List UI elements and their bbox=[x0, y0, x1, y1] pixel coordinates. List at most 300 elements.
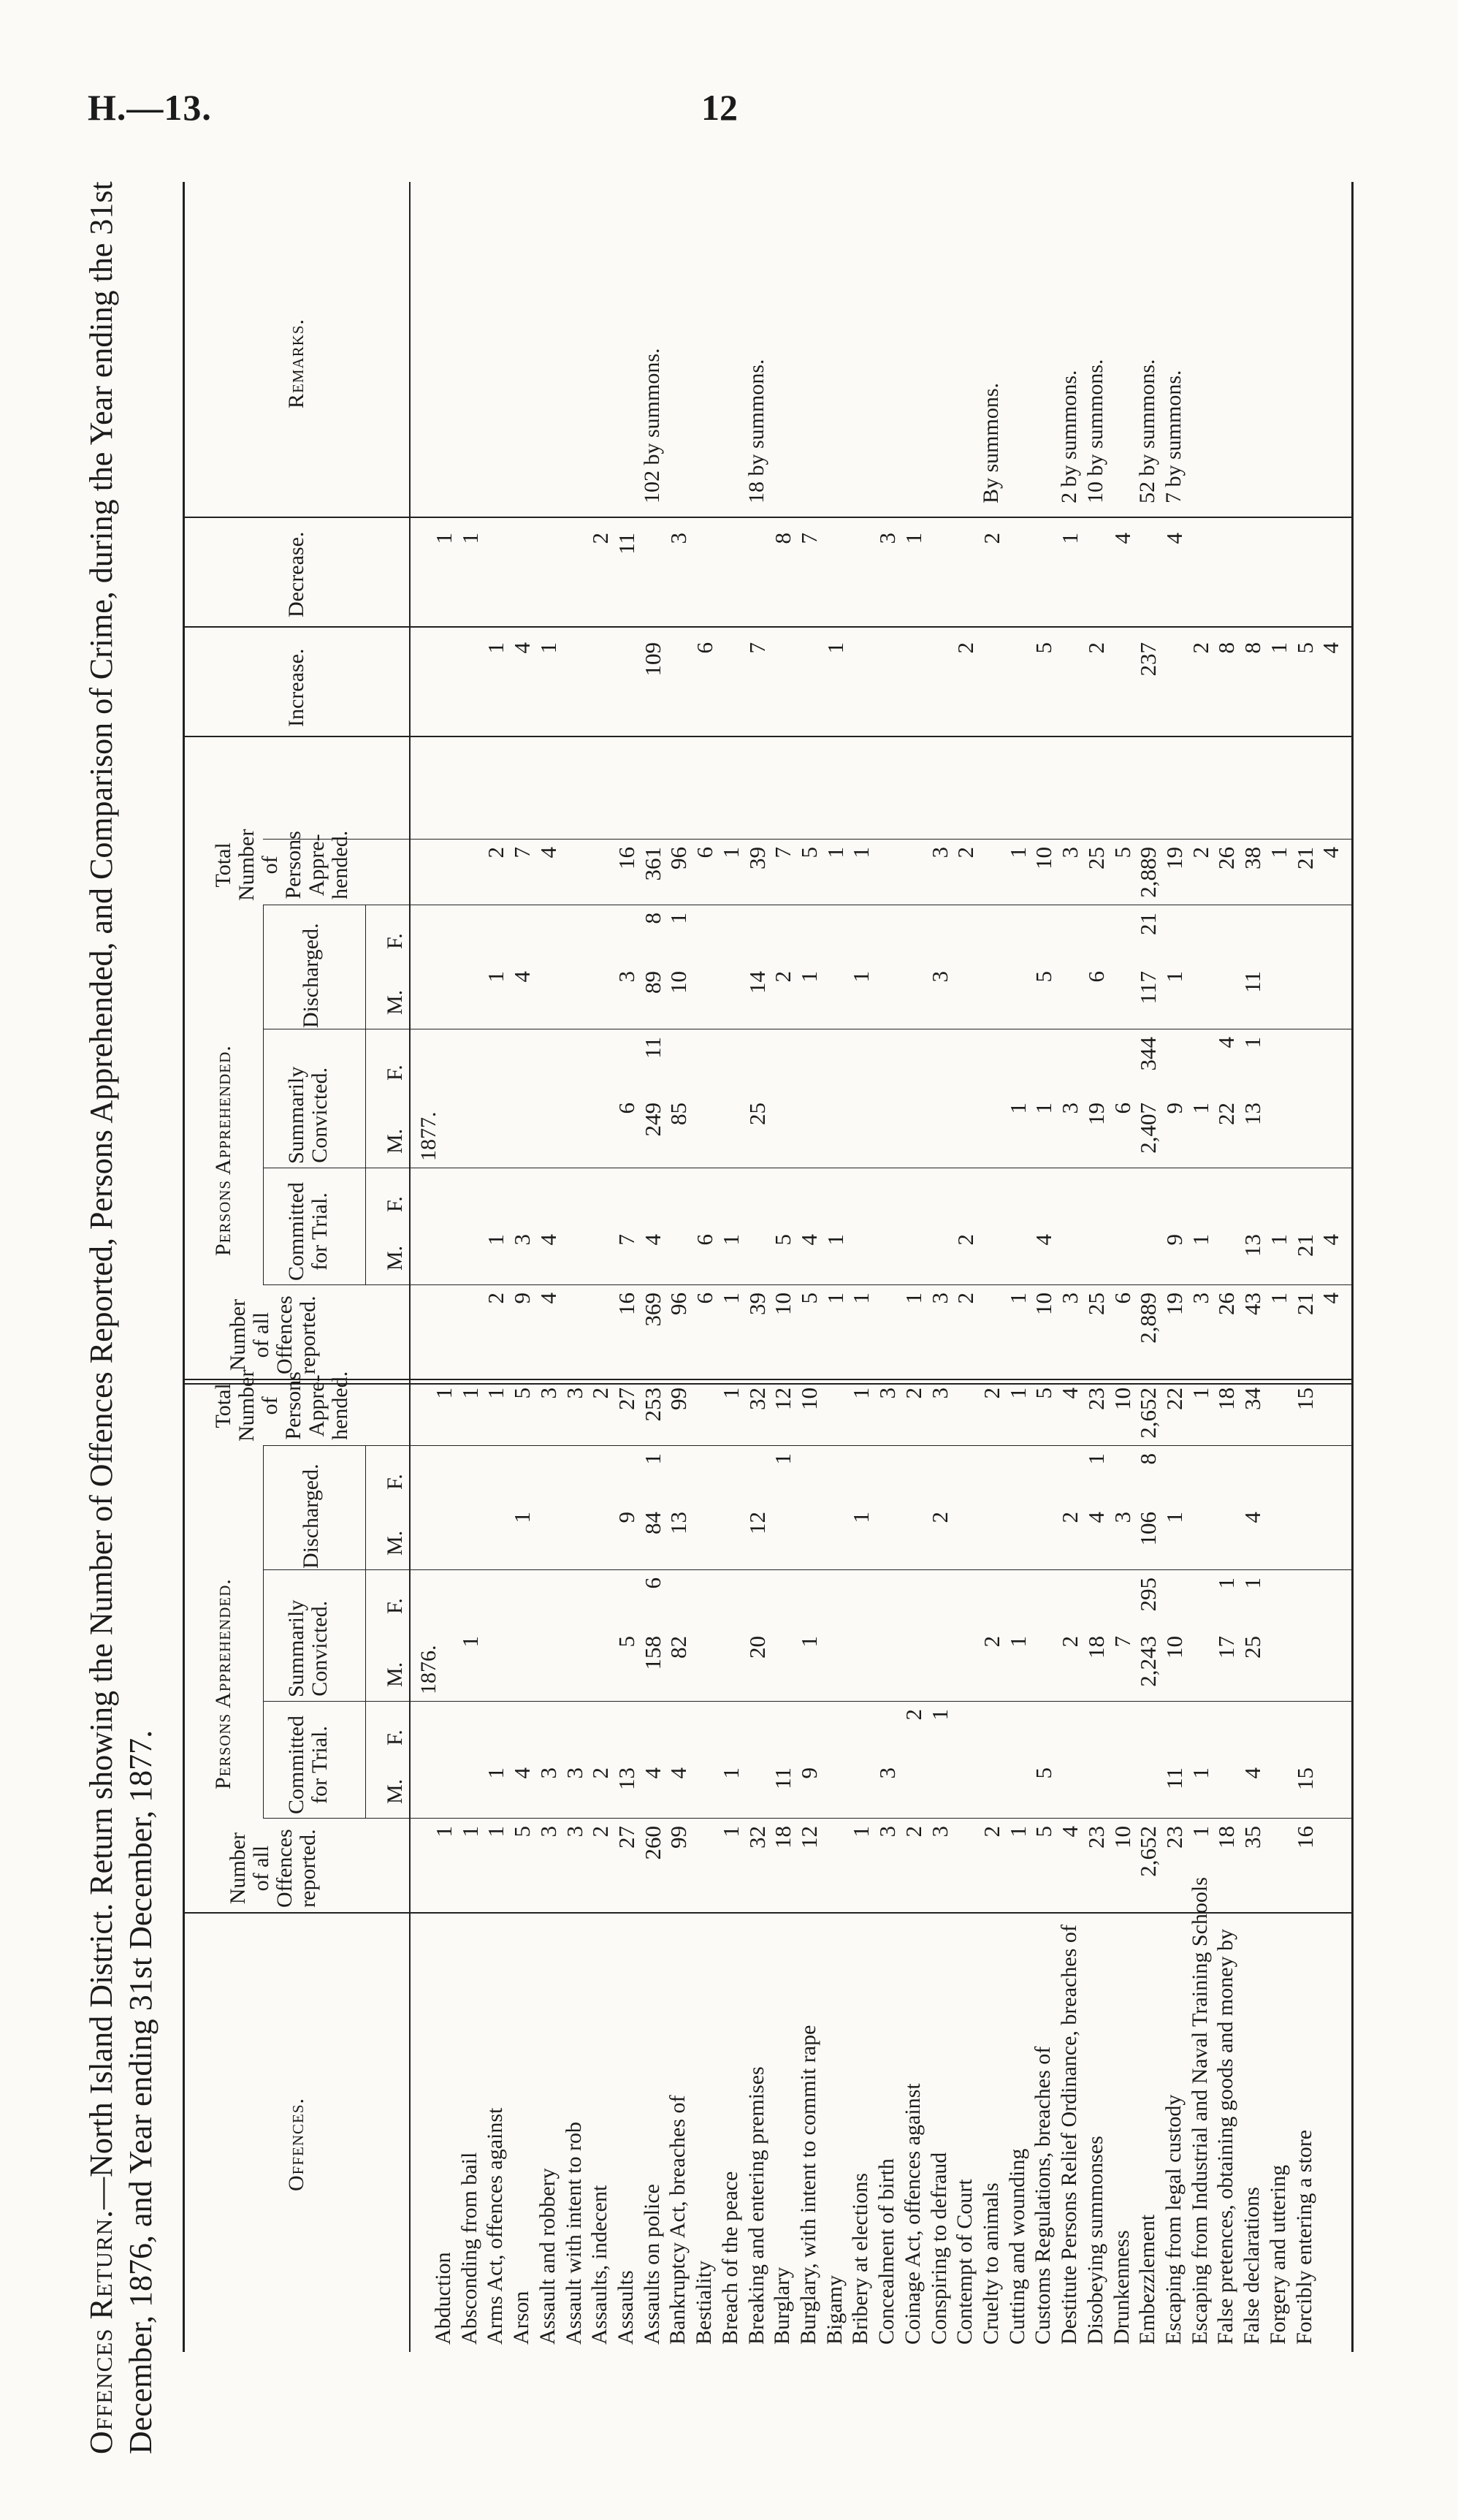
cell-1876: 23 bbox=[1083, 1387, 1109, 1410]
cell-1877: 6 bbox=[1083, 971, 1109, 983]
remarks-header: Remarks. bbox=[284, 318, 308, 408]
decrease-header: Decrease. bbox=[284, 531, 308, 617]
mf-header: F. bbox=[383, 1196, 407, 1212]
cell-1876: 16 bbox=[1291, 1826, 1318, 1849]
cell-1876: 22 bbox=[1161, 1387, 1187, 1410]
offence-label: Forcibly entering a store bbox=[1291, 2129, 1316, 2345]
cell-1876: 158 bbox=[639, 1636, 665, 1670]
cell-1877: 344 bbox=[1135, 1037, 1161, 1071]
offence-label: Forgery and uttering bbox=[1265, 2164, 1290, 2345]
cell-1877: 39 bbox=[744, 1293, 770, 1315]
offence-label: Drunkenness bbox=[1109, 2230, 1134, 2345]
cell-1877: 9 bbox=[509, 1293, 535, 1304]
header-bottom-rule bbox=[409, 182, 411, 2352]
cell-1876: 1 bbox=[848, 1512, 874, 1523]
cell-1877: 5 bbox=[1109, 847, 1135, 859]
cell-1876: 3 bbox=[1109, 1512, 1135, 1523]
cell-1876: 11 bbox=[770, 1767, 796, 1789]
cell-1877: 11 bbox=[639, 1037, 665, 1059]
cell-1876: 2 bbox=[979, 1387, 1004, 1399]
increase-cell: 6 bbox=[692, 642, 718, 654]
summarily-header-1877: Summarily Convicted. bbox=[284, 1066, 332, 1164]
cell-1876: 1 bbox=[1213, 1577, 1240, 1589]
cell-1877: 3 bbox=[614, 971, 639, 983]
cell-1876: 13 bbox=[665, 1512, 692, 1534]
remark-cell: 102 by summons. bbox=[639, 348, 664, 503]
cell-1877: 249 bbox=[639, 1103, 665, 1137]
increase-cell: 5 bbox=[1031, 642, 1057, 654]
cell-1876: 1 bbox=[717, 1387, 744, 1399]
cell-1877: 4 bbox=[1318, 1293, 1344, 1304]
title-text: —North Island District. Return showing the Number of Offences Reported, Persons Apprehended, and Comparison of Crime, during the Year ending the 31st December, 1876, and Year ending 31st December, 1877. bbox=[83, 181, 159, 2454]
cell-1877: 1 bbox=[1031, 1103, 1057, 1114]
offence-label: Bigamy bbox=[822, 2275, 847, 2345]
offences-header: Offences. bbox=[284, 2097, 308, 2191]
cell-1876: 1 bbox=[848, 1826, 874, 1838]
cell-1876: 15 bbox=[1291, 1387, 1318, 1410]
cell-1876: 20 bbox=[744, 1636, 770, 1659]
cell-1876: 4 bbox=[509, 1767, 535, 1779]
cell-1876: 18 bbox=[1083, 1636, 1109, 1659]
offence-label: Cruelty to animals bbox=[979, 2182, 1003, 2345]
cell-1877: 4 bbox=[1318, 1234, 1344, 1246]
cell-1876: 3 bbox=[535, 1387, 561, 1399]
cell-1877: 19 bbox=[1161, 1293, 1187, 1315]
mf-header: F. bbox=[383, 1729, 407, 1746]
increase-cell: 2 bbox=[953, 642, 979, 654]
cell-1876: 1 bbox=[483, 1826, 509, 1838]
cell-1877: 4 bbox=[509, 971, 535, 983]
cell-1877: 3 bbox=[1057, 847, 1083, 859]
cell-1877: 26 bbox=[1213, 1293, 1240, 1315]
cell-1876: 260 bbox=[639, 1826, 665, 1860]
cell-1876: 99 bbox=[665, 1387, 692, 1410]
cell-1877: 2 bbox=[953, 1293, 979, 1304]
cell-1877: 4 bbox=[535, 1234, 561, 1246]
double-rule bbox=[183, 1383, 1351, 1385]
cell-1877: 43 bbox=[1240, 1293, 1266, 1315]
cell-1877: 1 bbox=[717, 847, 744, 859]
cell-1876: 9 bbox=[614, 1512, 639, 1523]
number-reported-header-1876: Number of all Offences reported. bbox=[226, 1829, 320, 1908]
cell-1877: 4 bbox=[639, 1234, 665, 1246]
cell-1877: 1 bbox=[1161, 971, 1187, 983]
cell-1876: 5 bbox=[1031, 1826, 1057, 1838]
cell-1877: 4 bbox=[1213, 1037, 1240, 1048]
cell-1876: 2 bbox=[926, 1512, 953, 1523]
cell-1876: 1 bbox=[483, 1767, 509, 1779]
cell-1876: 106 bbox=[1135, 1512, 1161, 1546]
mf-header: M. bbox=[383, 989, 407, 1015]
cell-1877: 1 bbox=[1004, 847, 1031, 859]
title-label: Offences Return. bbox=[83, 2209, 119, 2454]
cell-1877: 25 bbox=[1083, 1293, 1109, 1315]
cell-1876: 99 bbox=[665, 1826, 692, 1849]
cell-1877: 25 bbox=[744, 1103, 770, 1125]
cell-1876: 2 bbox=[900, 1387, 926, 1399]
mf-header: F. bbox=[383, 933, 407, 949]
cell-1877: 39 bbox=[744, 847, 770, 869]
cell-1877: 1 bbox=[848, 1293, 874, 1304]
total-header-1877: Total Number of Persons Appre- hended. bbox=[211, 829, 352, 901]
cell-1877: 6 bbox=[614, 1103, 639, 1114]
cell-1876: 6 bbox=[639, 1577, 665, 1589]
cell-1876: 2 bbox=[900, 1826, 926, 1838]
cell-1876: 1 bbox=[1187, 1826, 1213, 1838]
cell-1876: 1 bbox=[457, 1636, 483, 1648]
cell-1877: 1 bbox=[1265, 847, 1291, 859]
cell-1877: 2 bbox=[953, 1234, 979, 1246]
cell-1877: 361 bbox=[639, 847, 665, 881]
cell-1877: 10 bbox=[665, 971, 692, 994]
cell-1877: 8 bbox=[639, 913, 665, 924]
offence-label: Abduction bbox=[431, 2252, 455, 2345]
cell-1877: 1 bbox=[796, 971, 822, 983]
total-header-1876: Total Number of Persons Appre- hended. bbox=[211, 1369, 352, 1442]
decrease-cell: 11 bbox=[614, 533, 639, 555]
remark-cell: 2 by summons. bbox=[1057, 370, 1082, 503]
mf-header: M. bbox=[383, 1245, 407, 1271]
decrease-cell: 1 bbox=[457, 533, 483, 544]
sub-column-rule bbox=[263, 1569, 1351, 1570]
cell-1876: 1 bbox=[457, 1387, 483, 1399]
cell-1877: 19 bbox=[1161, 847, 1187, 869]
cell-1877: 3 bbox=[1057, 1293, 1083, 1304]
offence-label: Concealment of birth bbox=[874, 2158, 899, 2345]
cell-1876: 2,652 bbox=[1135, 1826, 1161, 1877]
cell-1876: 1 bbox=[457, 1826, 483, 1838]
cell-1876: 11 bbox=[1161, 1767, 1187, 1789]
cell-1877: 1 bbox=[822, 1234, 848, 1246]
increase-cell: 8 bbox=[1240, 642, 1266, 654]
increase-cell: 8 bbox=[1213, 642, 1240, 654]
cell-1877: 3 bbox=[1057, 1103, 1083, 1114]
cell-1877: 3 bbox=[926, 847, 953, 859]
cell-1876: 27 bbox=[614, 1826, 639, 1849]
cell-1877: 1 bbox=[717, 1234, 744, 1246]
offence-label: Arson bbox=[509, 2291, 534, 2345]
page-reference: H.—13. bbox=[88, 87, 212, 128]
cell-1877: 6 bbox=[692, 1293, 718, 1304]
cell-1876: 18 bbox=[1213, 1387, 1240, 1410]
cell-1877: 1 bbox=[848, 847, 874, 859]
cell-1877: 16 bbox=[614, 1293, 639, 1315]
cell-1877: 85 bbox=[665, 1103, 692, 1125]
offence-label: Disobeying summonses bbox=[1083, 2136, 1107, 2345]
offence-label: Cutting and wounding bbox=[1004, 2148, 1029, 2345]
cell-1876: 25 bbox=[1240, 1636, 1266, 1659]
decrease-cell: 3 bbox=[665, 533, 692, 544]
offence-label: Burglary, with intent to commit rape bbox=[796, 2025, 820, 2345]
cell-1877: 2 bbox=[483, 1293, 509, 1304]
apprehended-rule-1876 bbox=[263, 1446, 264, 1819]
cell-1876: 1 bbox=[1083, 1453, 1109, 1465]
cell-1876: 18 bbox=[1213, 1826, 1240, 1849]
cell-1877: 10 bbox=[1031, 847, 1057, 869]
offence-label: Embezzlement bbox=[1135, 2214, 1160, 2345]
cell-1877: 3 bbox=[509, 1234, 535, 1246]
cell-1876: 2 bbox=[1057, 1512, 1083, 1523]
mf-header: F. bbox=[383, 1598, 407, 1614]
committed-header-1877: Committed for Trial. bbox=[284, 1182, 332, 1281]
cell-1876: 4 bbox=[639, 1767, 665, 1779]
table-title bbox=[82, 116, 161, 2454]
cell-1876: 1 bbox=[1004, 1387, 1031, 1399]
cell-1876: 5 bbox=[1031, 1767, 1057, 1779]
persons-apprehended-header-1877: Persons Apprehended. bbox=[211, 1045, 235, 1256]
cell-1877: 5 bbox=[796, 1293, 822, 1304]
increase-cell: 1 bbox=[1265, 642, 1291, 654]
cell-1876: 15 bbox=[1291, 1767, 1318, 1790]
increase-cell: 4 bbox=[1318, 642, 1344, 654]
cell-1876: 27 bbox=[614, 1387, 639, 1410]
mf-header: M. bbox=[383, 1778, 407, 1804]
offence-label: False pretences, obtaining goods and money by bbox=[1213, 1928, 1238, 2345]
mf-header: F. bbox=[383, 1474, 407, 1490]
offence-label: Assault and robbery bbox=[535, 2168, 560, 2345]
cell-1877: 7 bbox=[770, 847, 796, 859]
cell-1877: 4 bbox=[796, 1234, 822, 1246]
cell-1876: 84 bbox=[639, 1512, 665, 1534]
table-top-rule bbox=[183, 182, 185, 2352]
mf-header: M. bbox=[383, 1128, 407, 1154]
sub-column-rule bbox=[263, 839, 1351, 840]
cell-1877: 9 bbox=[1161, 1234, 1187, 1246]
cell-1876: 18 bbox=[770, 1826, 796, 1849]
apprehended-rule-1877 bbox=[263, 905, 264, 1285]
remark-cell: By summons. bbox=[979, 382, 1003, 503]
offence-label: Breach of the peace bbox=[717, 2171, 742, 2345]
cell-1876: 4 bbox=[1057, 1826, 1083, 1838]
cell-1876: 3 bbox=[874, 1767, 901, 1779]
increase-cell: 1 bbox=[483, 642, 509, 654]
cell-1877: 16 bbox=[614, 847, 639, 869]
cell-1877: 2,889 bbox=[1135, 847, 1161, 898]
cell-1877: 19 bbox=[1083, 1103, 1109, 1125]
cell-1876: 253 bbox=[639, 1387, 665, 1422]
offence-label: Bestiality bbox=[692, 2261, 717, 2345]
cell-1876: 2,243 bbox=[1135, 1636, 1161, 1687]
cell-1877: 4 bbox=[535, 847, 561, 859]
cell-1876: 1 bbox=[717, 1826, 744, 1838]
offence-label: Assaults bbox=[614, 2270, 638, 2345]
decrease-cell: 2 bbox=[979, 533, 1004, 544]
cell-1877: 11 bbox=[1240, 971, 1266, 993]
cell-1876: 4 bbox=[1240, 1512, 1266, 1523]
increase-cell: 5 bbox=[1291, 642, 1318, 654]
cell-1877: 4 bbox=[1031, 1234, 1057, 1246]
cell-1877: 5 bbox=[796, 847, 822, 859]
offence-label: Coinage Act, offences against bbox=[900, 2083, 925, 2345]
cell-1876: 13 bbox=[614, 1767, 639, 1790]
cell-1877: 2 bbox=[1187, 847, 1213, 859]
cell-1876: 3 bbox=[561, 1767, 587, 1779]
mf-rule-1877 bbox=[365, 905, 366, 1285]
discharged-header-1877: Discharged. bbox=[299, 923, 323, 1028]
cell-1877: 1 bbox=[848, 971, 874, 983]
cell-1877: 2,889 bbox=[1135, 1293, 1161, 1344]
cell-1876: 1 bbox=[483, 1387, 509, 1399]
increase-cell: 1 bbox=[822, 642, 848, 654]
cell-1876: 12 bbox=[744, 1512, 770, 1534]
offence-label: Contempt of Court bbox=[953, 2179, 977, 2345]
mf-header: F. bbox=[383, 1065, 407, 1081]
cell-1877: 2 bbox=[483, 847, 509, 859]
cell-1876: 1 bbox=[1161, 1512, 1187, 1523]
cell-1877: 5 bbox=[770, 1234, 796, 1246]
cell-1876: 3 bbox=[535, 1767, 561, 1779]
offence-label: Burglary bbox=[770, 2266, 795, 2345]
offence-label: Breaking and entering premises bbox=[744, 2066, 768, 2345]
cell-1877: 2 bbox=[953, 847, 979, 859]
cell-1877: 1 bbox=[665, 913, 692, 924]
table-bottom-rule bbox=[1351, 182, 1354, 2352]
cell-1876: 1 bbox=[1240, 1577, 1266, 1589]
cell-1877: 21 bbox=[1291, 1293, 1318, 1315]
cell-1876: 7 bbox=[1109, 1636, 1135, 1648]
decrease-cell: 2 bbox=[587, 533, 614, 544]
persons-apprehended-header-1876: Persons Apprehended. bbox=[211, 1578, 235, 1789]
remark-cell: 52 by summons. bbox=[1135, 359, 1160, 503]
cell-1876: 1 bbox=[1187, 1387, 1213, 1399]
cell-1876: 2 bbox=[900, 1709, 926, 1721]
cell-1876: 3 bbox=[561, 1826, 587, 1838]
number-reported-header-1877: Number of all Offences reported. bbox=[226, 1295, 320, 1374]
offence-label: Assaults on police bbox=[639, 2184, 664, 2345]
cell-1876: 1 bbox=[770, 1453, 796, 1465]
increase-cell: 2 bbox=[1187, 642, 1213, 654]
year-label-1876: 1876. bbox=[416, 1645, 440, 1694]
increase-header: Increase. bbox=[284, 648, 308, 727]
offence-label: Assaults, indecent bbox=[587, 2185, 612, 2345]
page-number: 12 bbox=[701, 87, 738, 128]
cell-1877: 22 bbox=[1213, 1103, 1240, 1125]
cell-1876: 295 bbox=[1135, 1577, 1161, 1612]
offence-label: Arms Act, offences against bbox=[483, 2107, 508, 2345]
cell-1876: 1 bbox=[431, 1387, 457, 1399]
remark-cell: 7 by summons. bbox=[1161, 370, 1186, 503]
increase-cell: 2 bbox=[1083, 642, 1109, 654]
cell-1876: 17 bbox=[1213, 1636, 1240, 1659]
cell-1877: 13 bbox=[1240, 1103, 1266, 1125]
cell-1877: 10 bbox=[1031, 1293, 1057, 1315]
cell-1876: 5 bbox=[614, 1636, 639, 1648]
cell-1877: 1 bbox=[1240, 1037, 1266, 1048]
cell-1876: 2 bbox=[587, 1826, 614, 1838]
column-rule bbox=[183, 517, 1351, 518]
offence-label: Bribery at elections bbox=[848, 2173, 873, 2345]
cell-1877: 21 bbox=[1135, 913, 1161, 935]
cell-1877: 10 bbox=[770, 1293, 796, 1315]
offence-label: Absconding from bail bbox=[457, 2152, 481, 2345]
offence-label: False declarations bbox=[1240, 2187, 1264, 2345]
increase-cell: 7 bbox=[744, 642, 770, 654]
cell-1876: 2 bbox=[587, 1387, 614, 1399]
decrease-cell: 3 bbox=[874, 533, 901, 544]
cell-1877: 96 bbox=[665, 1293, 692, 1315]
cell-1876: 4 bbox=[1240, 1767, 1266, 1779]
cell-1876: 10 bbox=[1161, 1636, 1187, 1659]
cell-1877: 13 bbox=[1240, 1234, 1266, 1257]
cell-1876: 8 bbox=[1135, 1453, 1161, 1465]
cell-1876: 1 bbox=[926, 1709, 953, 1721]
cell-1877: 4 bbox=[535, 1293, 561, 1304]
cell-1876: 2 bbox=[979, 1826, 1004, 1838]
cell-1876: 3 bbox=[874, 1387, 901, 1399]
offence-label: Bankruptcy Act, breaches of bbox=[665, 2095, 690, 2345]
cell-1877: 2,407 bbox=[1135, 1103, 1161, 1154]
year-label-1877: 1877. bbox=[416, 1111, 440, 1161]
cell-1877: 1 bbox=[822, 847, 848, 859]
cell-1876: 3 bbox=[535, 1826, 561, 1838]
cell-1876: 5 bbox=[1031, 1387, 1057, 1399]
cell-1876: 5 bbox=[509, 1826, 535, 1838]
cell-1877: 2 bbox=[770, 971, 796, 983]
cell-1876: 82 bbox=[665, 1636, 692, 1659]
cell-1876: 5 bbox=[509, 1387, 535, 1399]
cell-1876: 10 bbox=[796, 1387, 822, 1410]
cell-1876: 3 bbox=[926, 1387, 953, 1399]
cell-1876: 4 bbox=[1083, 1512, 1109, 1523]
cell-1876: 2 bbox=[1057, 1636, 1083, 1648]
increase-cell: 237 bbox=[1135, 642, 1161, 677]
cell-1876: 2,652 bbox=[1135, 1387, 1161, 1439]
decrease-cell: 4 bbox=[1109, 533, 1135, 544]
cell-1876: 4 bbox=[1057, 1387, 1083, 1399]
cell-1877: 1 bbox=[900, 1293, 926, 1304]
decrease-cell: 7 bbox=[796, 533, 822, 544]
cell-1876: 23 bbox=[1161, 1826, 1187, 1849]
offence-label: Conspiring to defraud bbox=[926, 2152, 951, 2345]
cell-1876: 34 bbox=[1240, 1387, 1266, 1410]
cell-1877: 3 bbox=[926, 1293, 953, 1304]
cell-1876: 32 bbox=[744, 1826, 770, 1849]
cell-1877: 21 bbox=[1291, 847, 1318, 869]
cell-1876: 12 bbox=[770, 1387, 796, 1410]
cell-1877: 1 bbox=[717, 1293, 744, 1304]
mf-header: M. bbox=[383, 1661, 407, 1687]
cell-1877: 9 bbox=[1161, 1103, 1187, 1114]
cell-1876: 1 bbox=[509, 1512, 535, 1523]
cell-1876: 12 bbox=[796, 1826, 822, 1849]
cell-1877: 38 bbox=[1240, 847, 1266, 869]
decrease-cell: 4 bbox=[1161, 533, 1187, 544]
offence-label: Escaping from Industrial and Naval Training Schools bbox=[1187, 1877, 1212, 2345]
cell-1877: 1 bbox=[1187, 1103, 1213, 1114]
offence-label: Assault with intent to rob bbox=[561, 2122, 586, 2345]
cell-1876: 1 bbox=[717, 1767, 744, 1779]
decrease-cell: 1 bbox=[1057, 533, 1083, 544]
increase-cell: 109 bbox=[639, 642, 665, 677]
cell-1876: 10 bbox=[1109, 1826, 1135, 1849]
cell-1877: 1 bbox=[483, 1234, 509, 1246]
cell-1877: 3 bbox=[926, 971, 953, 983]
committed-header-1876: Committed for Trial. bbox=[284, 1716, 332, 1814]
cell-1877: 25 bbox=[1083, 847, 1109, 869]
decrease-cell: 1 bbox=[900, 533, 926, 544]
cell-1876: 3 bbox=[874, 1826, 901, 1838]
cell-1877: 96 bbox=[665, 847, 692, 869]
summarily-header-1876: Summarily Convicted. bbox=[284, 1599, 332, 1697]
cell-1876: 3 bbox=[561, 1387, 587, 1399]
offence-label: Customs Regulations, breaches of bbox=[1031, 2046, 1056, 2345]
offence-label: Escaping from legal custody bbox=[1161, 2094, 1186, 2345]
cell-1876: 10 bbox=[1109, 1387, 1135, 1410]
cell-1877: 1 bbox=[483, 971, 509, 983]
cell-1877: 6 bbox=[1109, 1103, 1135, 1114]
cell-1877: 14 bbox=[744, 971, 770, 994]
mf-header: M. bbox=[383, 1530, 407, 1556]
